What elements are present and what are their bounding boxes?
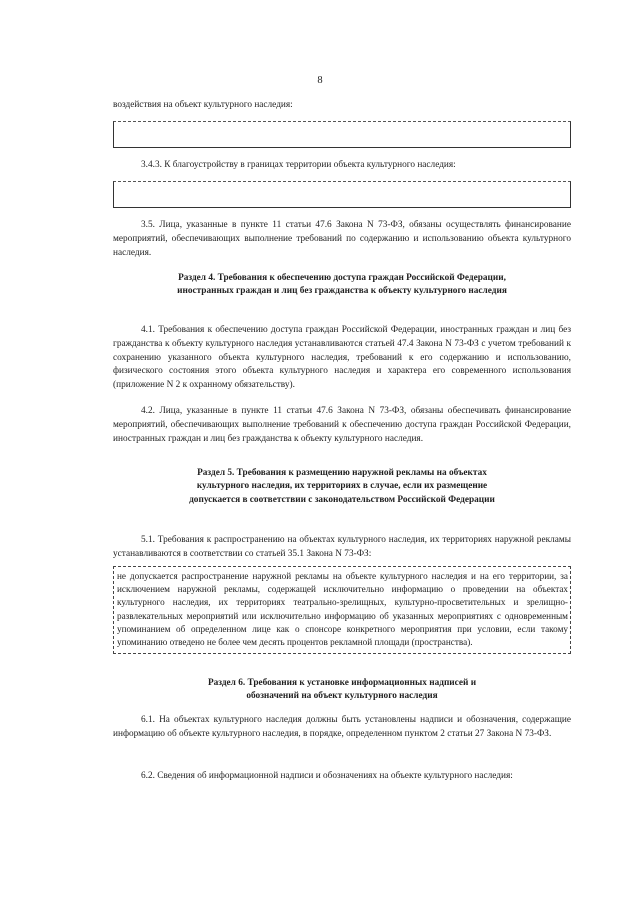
empty-field-box-2 — [113, 181, 571, 208]
paragraph-6-2: 6.2. Сведения об информационной надписи и обозначениях на объекте культурного наследия: — [141, 771, 513, 781]
paragraph-intro: воздействия на объект культурного наследия: — [113, 100, 293, 110]
advertising-requirements-box: не допускается распространение наружной рекламы на объекте культурного наследия и на его территории, за исключением наружной рекламы, содержащей исключительно информацию о проведении на объектах культурного наследия, их территориях театрально-зрелищных, культурно-просветительных и зрелищно-развлекательных мероприятий или исключительно информацию об указанных мероприятиях с одновременным упоминанием об определенном лице как о спонсоре конкретного мероприятия при условии, если такому упоминанию отведено не более чем десять процентов рекламной площади (пространства). — [113, 566, 571, 654]
section-6-heading: Раздел 6. Требования к установке информационных надписей и обозначений на объект культурного наследия — [207, 678, 477, 702]
paragraph-3-5: 3.5. Лица, указанные в пункте 11 статьи 47.6 Закона N 73-ФЗ, обязаны осуществлять финансирование мероприятий, обеспечивающих выполнение требований по содержанию и использованию объекта культурного наследия. — [113, 220, 571, 258]
section-4-heading: Раздел 4. Требования к обеспечению доступа граждан Российской Федерации, иностранных граждан и лиц без гражданства к объекту культурного наследия — [177, 273, 507, 297]
empty-field-box-1 — [113, 121, 571, 148]
paragraph-6-1: 6.1. На объектах культурного наследия должны быть установлены надписи и обозначения, содержащие информацию об объекте культурного наследия, в порядке, определенном пунктом 2 статьи 27 Закона N 73-ФЗ. — [113, 715, 571, 739]
paragraph-4-1: 4.1. Требования к обеспечению доступа граждан Российской Федерации, иностранных граждан и лиц без гражданства к объекту культурного наследия устанавливаются статьей 47.4 Закона N 73-ФЗ с учетом требований к сохранению указанного объекта культурного наследия, требований к его содержанию и использованию, физического состояния этого объекта культурного наследия и характера его современного использования (приложение N 2 к охранному обязательству). — [113, 325, 571, 391]
page-number: 8 — [317, 75, 323, 86]
paragraph-3-4-3: 3.4.3. К благоустройству в границах территории объекта культурного наследия: — [141, 160, 456, 170]
paragraph-5-1: 5.1. Требования к распространению на объектах культурного наследия, их территориях наружной рекламы устанавливаются в соответствии со статьей 35.1 Закона N 73-ФЗ: — [113, 535, 571, 559]
section-5-heading: Раздел 5. Требования к размещению наружной рекламы на объектах культурного наследия, их территориях в случае, если их размещение допускается в соответствии с законодательством Российской Федерации — [189, 468, 495, 505]
paragraph-4-2: 4.2. Лица, указанные в пункте 11 статьи 47.6 Закона N 73-ФЗ, обязаны обеспечивать финансирование мероприятий, обеспечивающих выполнение требований к обеспечению доступа граждан Российской Федерации, иностранных граждан и лиц без гражданства к объекту культурного наследия. — [113, 406, 571, 444]
